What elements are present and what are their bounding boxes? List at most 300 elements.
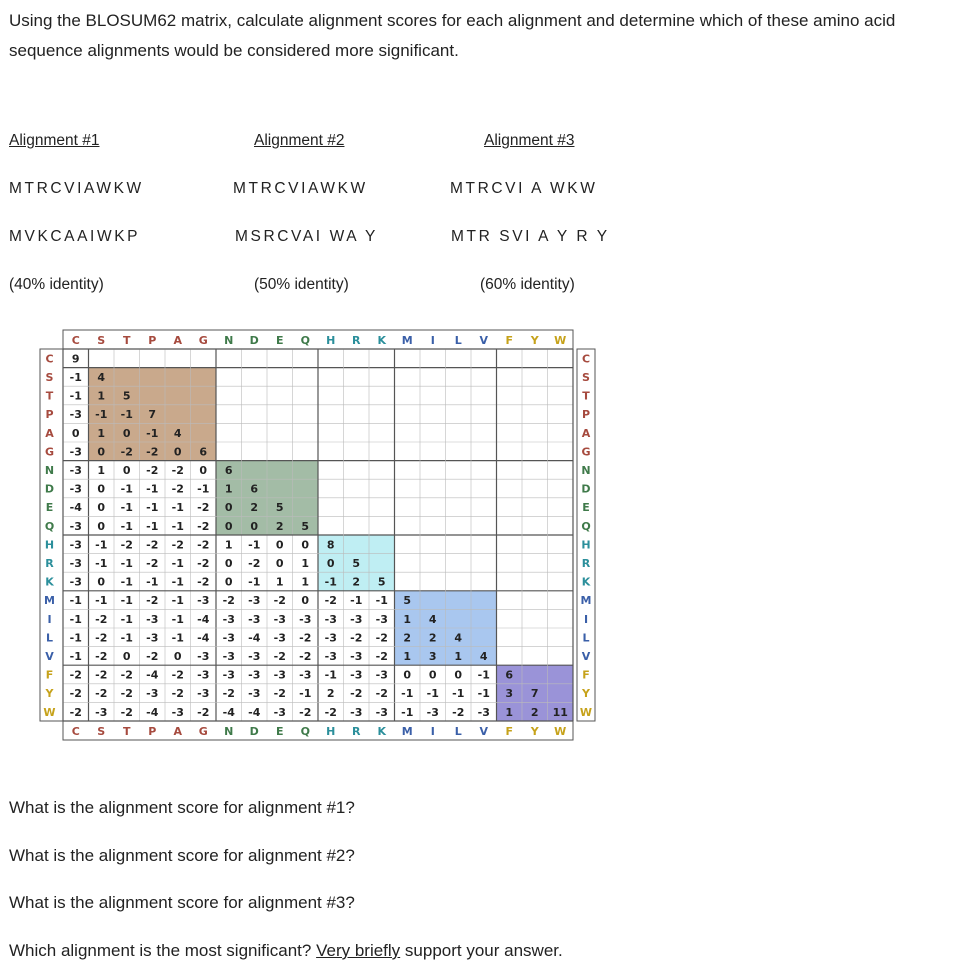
matrix-cell: -2 xyxy=(324,705,337,719)
matrix-bottom-frame xyxy=(63,721,573,740)
matrix-cell: 0 xyxy=(301,594,310,608)
matrix-cell: -1 xyxy=(120,408,133,422)
alignment-1-seq1: MTRCVIAWKW xyxy=(9,180,144,197)
matrix-cell: -3 xyxy=(273,612,286,626)
matrix-cell: -3 xyxy=(299,668,312,682)
matrix-cell: -3 xyxy=(69,408,82,422)
matrix-cell: 1 xyxy=(301,556,310,570)
matrix-cell: 6 xyxy=(224,463,233,477)
matrix-cell: -2 xyxy=(197,705,210,719)
matrix-cell: 3 xyxy=(428,649,437,663)
matrix-cell: 0 xyxy=(428,668,437,682)
matrix-cell: -2 xyxy=(120,538,133,552)
matrix-cell: 1 xyxy=(403,612,412,626)
matrix-cell: 0 xyxy=(71,426,80,440)
matrix-cell: -1 xyxy=(95,538,108,552)
matrix-cell: -2 xyxy=(146,556,159,570)
matrix-col-label-top: N xyxy=(224,334,234,347)
matrix-row-label-right: V xyxy=(581,649,591,663)
matrix-cell: 0 xyxy=(199,463,208,477)
matrix-col-label-top: A xyxy=(173,334,183,347)
alignment-2-seq1: MTRCVIAWKW xyxy=(233,180,368,197)
matrix-col-label-top: F xyxy=(505,334,514,347)
matrix-cell: 0 xyxy=(250,519,259,533)
matrix-col-label-top: C xyxy=(71,334,80,347)
matrix-cell: -2 xyxy=(146,445,159,459)
matrix-cell: 0 xyxy=(275,556,284,570)
alignment-2-identity: (50% identity) xyxy=(254,276,349,293)
matrix-cell: -2 xyxy=(146,649,159,663)
matrix-cell: 0 xyxy=(122,426,131,440)
matrix-cell: -1 xyxy=(477,687,490,701)
matrix-cell: 6 xyxy=(505,668,514,682)
matrix-col-label-top: L xyxy=(454,334,462,347)
matrix-cell: -1 xyxy=(248,575,261,589)
matrix-row-label-left: L xyxy=(45,631,54,645)
matrix-row-label-right: E xyxy=(582,501,590,515)
matrix-cell: -3 xyxy=(197,668,210,682)
alignment-1-identity: (40% identity) xyxy=(9,276,104,293)
matrix-col-label-bottom: F xyxy=(505,725,514,738)
matrix-cell: 5 xyxy=(377,575,386,589)
matrix-cell: 2 xyxy=(352,575,361,589)
matrix-cell: -1 xyxy=(120,556,133,570)
matrix-row-label-right: I xyxy=(583,612,589,626)
matrix-cell: -2 xyxy=(375,687,388,701)
matrix-cell: 2 xyxy=(275,519,284,533)
matrix-cell: 4 xyxy=(97,370,106,384)
matrix-cell: -1 xyxy=(146,501,159,515)
matrix-cell: -1 xyxy=(120,519,133,533)
matrix-row-label-right: H xyxy=(581,538,591,552)
matrix-row-label-left: T xyxy=(45,389,54,403)
matrix-cell: -3 xyxy=(222,631,235,645)
matrix-col-label-top: M xyxy=(401,334,413,347)
matrix-row-label-right: F xyxy=(582,668,590,682)
matrix-cell: 0 xyxy=(224,575,233,589)
question-4 xyxy=(9,941,563,961)
alignment-3-title: Alignment #3 xyxy=(484,132,575,149)
matrix-cell: -4 xyxy=(222,705,235,719)
matrix-col-label-bottom: N xyxy=(224,725,234,738)
matrix-row-label-right: T xyxy=(582,389,590,403)
matrix-cell: -3 xyxy=(222,612,235,626)
matrix-cell: 8 xyxy=(326,538,335,552)
matrix-cell: -3 xyxy=(375,612,388,626)
matrix-row-label-left: W xyxy=(43,705,56,719)
matrix-cell: 0 xyxy=(173,649,182,663)
matrix-cell: -3 xyxy=(69,445,82,459)
matrix-cell: -1 xyxy=(120,482,133,496)
matrix-cell: -1 xyxy=(171,575,184,589)
matrix-row-label-right: Q xyxy=(581,519,591,533)
matrix-cell: 1 xyxy=(275,575,284,589)
matrix-row-label-left: G xyxy=(44,445,55,459)
matrix-cell: -3 xyxy=(95,705,108,719)
matrix-row-label-left: E xyxy=(45,501,54,515)
matrix-cell: -3 xyxy=(273,631,286,645)
matrix-col-label-top: W xyxy=(554,334,567,347)
matrix-cell: 0 xyxy=(454,668,463,682)
matrix-cell: 1 xyxy=(301,575,310,589)
matrix-cell: 1 xyxy=(97,426,106,440)
matrix-cell: 6 xyxy=(250,482,259,496)
matrix-cell: 0 xyxy=(97,575,106,589)
matrix-cell: -2 xyxy=(273,649,286,663)
matrix-cell: -1 xyxy=(120,631,133,645)
matrix-cell: -1 xyxy=(69,389,82,403)
matrix-cell: -1 xyxy=(375,594,388,608)
matrix-col-label-bottom: V xyxy=(479,725,489,738)
matrix-cell: -3 xyxy=(146,687,159,701)
matrix-cell: 2 xyxy=(530,705,539,719)
question-4-tail: support your answer. xyxy=(400,941,563,960)
alignment-1-seq2: MVKCAAIWKP xyxy=(9,228,141,245)
matrix-cell: -2 xyxy=(197,575,210,589)
matrix-cell: -2 xyxy=(197,538,210,552)
matrix-cell: -1 xyxy=(324,575,337,589)
matrix-cell: 0 xyxy=(403,668,412,682)
matrix-cell: -2 xyxy=(95,668,108,682)
matrix-cell: -1 xyxy=(452,687,465,701)
matrix-cell: -4 xyxy=(197,612,210,626)
matrix-row-label-right: L xyxy=(582,631,590,645)
matrix-row-label-right: W xyxy=(579,705,593,719)
matrix-col-label-bottom: I xyxy=(430,725,435,738)
matrix-row-label-right: P xyxy=(581,408,591,422)
matrix-cell: -3 xyxy=(273,668,286,682)
matrix-right-frame xyxy=(577,349,595,721)
matrix-cell: -2 xyxy=(69,687,82,701)
matrix-cell: -1 xyxy=(146,519,159,533)
matrix-col-label-bottom: M xyxy=(401,725,413,738)
matrix-row-label-left: M xyxy=(44,594,55,608)
matrix-col-label-top: H xyxy=(326,334,336,347)
matrix-cell: -4 xyxy=(197,631,210,645)
matrix-cell: -3 xyxy=(324,649,337,663)
matrix-cell: -3 xyxy=(324,631,337,645)
matrix-cell: -1 xyxy=(171,556,184,570)
matrix-cell: -2 xyxy=(146,594,159,608)
matrix-cell: -1 xyxy=(299,687,312,701)
matrix-cell: -2 xyxy=(350,631,363,645)
matrix-cell: -3 xyxy=(222,668,235,682)
matrix-row-label-left: C xyxy=(45,352,54,366)
matrix-col-label-bottom: T xyxy=(122,725,131,738)
matrix-cell: -2 xyxy=(452,705,465,719)
matrix-col-label-bottom: G xyxy=(198,725,208,738)
matrix-cell: 7 xyxy=(530,687,539,701)
matrix-cell: -3 xyxy=(171,705,184,719)
matrix-cell: -1 xyxy=(146,482,159,496)
matrix-cell: 0 xyxy=(224,519,233,533)
matrix-cell: -1 xyxy=(477,668,490,682)
matrix-cell: 0 xyxy=(326,556,335,570)
matrix-cell: -1 xyxy=(171,612,184,626)
matrix-cell: -1 xyxy=(69,649,82,663)
matrix-cell: -2 xyxy=(222,594,235,608)
matrix-cell: 2 xyxy=(326,687,335,701)
matrix-cell: 0 xyxy=(275,538,284,552)
matrix-cell: -2 xyxy=(171,687,184,701)
matrix-row-label-left: H xyxy=(44,538,55,552)
matrix-cell: -3 xyxy=(299,612,312,626)
matrix-cell: 0 xyxy=(224,556,233,570)
matrix-cell: -2 xyxy=(171,538,184,552)
matrix-cell: -1 xyxy=(350,594,363,608)
matrix-cell: -4 xyxy=(248,631,261,645)
matrix-row-label-right: K xyxy=(581,575,591,589)
matrix-cell: -3 xyxy=(248,687,261,701)
matrix-cell: 0 xyxy=(122,463,131,477)
matrix-col-label-top: Q xyxy=(300,334,310,347)
matrix-cell: 0 xyxy=(97,482,106,496)
matrix-row-label-right: M xyxy=(580,594,592,608)
matrix-cell: -3 xyxy=(197,687,210,701)
matrix-cell: 3 xyxy=(505,687,514,701)
matrix-row-label-right: Y xyxy=(582,687,590,701)
matrix-cell: 2 xyxy=(428,631,437,645)
alignment-3-seq2: MTR SVI A Y R Y xyxy=(451,228,610,245)
matrix-row-label-left: D xyxy=(44,482,55,496)
matrix-cell: -2 xyxy=(299,705,312,719)
question-2: What is the alignment score for alignment #2? xyxy=(9,846,355,865)
matrix-cell: -3 xyxy=(69,482,82,496)
matrix-col-label-bottom: W xyxy=(554,725,567,738)
matrix-cell: 4 xyxy=(454,631,463,645)
matrix-col-label-bottom: H xyxy=(326,725,336,738)
matrix-cell: -2 xyxy=(95,612,108,626)
matrix-cell: -2 xyxy=(375,649,388,663)
matrix-cell: -1 xyxy=(95,594,108,608)
matrix-col-label-top: K xyxy=(377,334,387,347)
matrix-col-label-bottom: P xyxy=(148,725,157,738)
matrix-left-frame xyxy=(40,349,63,721)
matrix-row-label-left: S xyxy=(45,370,54,384)
matrix-cell: -3 xyxy=(69,538,82,552)
question-intro: Using the BLOSUM62 matrix, calculate alignment scores for each alignment and determine which of these amino acid sequence alignments would be considered more significant. xyxy=(9,11,896,60)
matrix-cell: -3 xyxy=(197,594,210,608)
matrix-row-label-left: F xyxy=(45,668,54,682)
matrix-row-label-right: A xyxy=(581,426,591,440)
matrix-cell: -2 xyxy=(69,705,82,719)
matrix-cell: -3 xyxy=(69,556,82,570)
matrix-cell: 4 xyxy=(479,649,488,663)
matrix-cell: -1 xyxy=(248,538,261,552)
matrix-cell: -2 xyxy=(273,594,286,608)
matrix-cell: -3 xyxy=(375,668,388,682)
matrix-col-label-top: D xyxy=(249,334,259,347)
matrix-cell: -1 xyxy=(171,594,184,608)
question-4-underlined: Very briefly xyxy=(316,941,401,960)
matrix-row-label-left: V xyxy=(45,649,54,663)
matrix-row-label-left: P xyxy=(45,408,54,422)
matrix-cell: -4 xyxy=(146,705,159,719)
matrix-cell: -1 xyxy=(171,631,184,645)
matrix-row-label-left: I xyxy=(47,612,52,626)
matrix-cell: -3 xyxy=(69,575,82,589)
matrix-col-label-bottom: K xyxy=(377,725,387,738)
matrix-row-label-left: Q xyxy=(44,519,55,533)
matrix-cell: 0 xyxy=(122,649,131,663)
matrix-cell: -3 xyxy=(69,519,82,533)
matrix-cell: 5 xyxy=(352,556,361,570)
matrix-cell: -2 xyxy=(171,463,184,477)
alignment-3-seq1: MTRCVI A WKW xyxy=(450,180,598,197)
matrix-col-label-top: G xyxy=(198,334,208,347)
matrix-cell: 9 xyxy=(71,352,80,366)
alignment-2-seq2: MSRCVAI WA Y xyxy=(235,228,378,245)
matrix-cell: -2 xyxy=(95,631,108,645)
matrix-cell: -1 xyxy=(146,575,159,589)
matrix-col-label-bottom: Y xyxy=(530,725,539,738)
matrix-cell: -3 xyxy=(375,705,388,719)
matrix-col-label-bottom: D xyxy=(249,725,259,738)
matrix-cell: -4 xyxy=(146,668,159,682)
matrix-row-label-left: K xyxy=(45,575,54,589)
matrix-row-label-right: R xyxy=(581,556,591,570)
matrix-cell: -1 xyxy=(120,575,133,589)
matrix-cell: -1 xyxy=(69,370,82,384)
matrix-cell: -3 xyxy=(350,705,363,719)
matrix-cell: -3 xyxy=(146,631,159,645)
matrix-cell: -2 xyxy=(299,631,312,645)
matrix-cell: 6 xyxy=(199,445,208,459)
matrix-cell: -3 xyxy=(477,705,490,719)
matrix-col-label-top: P xyxy=(148,334,157,347)
matrix-cell: -1 xyxy=(171,501,184,515)
matrix-cell: -2 xyxy=(146,538,159,552)
alignment-2-title: Alignment #2 xyxy=(254,132,345,149)
matrix-cell: -2 xyxy=(375,631,388,645)
matrix-col-label-bottom: C xyxy=(71,725,80,738)
matrix-cell: 2 xyxy=(250,501,259,515)
matrix-col-label-bottom: S xyxy=(97,725,106,738)
matrix-cell: -2 xyxy=(248,556,261,570)
matrix-col-label-top: T xyxy=(122,334,131,347)
matrix-cell: -1 xyxy=(95,408,108,422)
matrix-cell: -1 xyxy=(146,426,159,440)
matrix-cell: -2 xyxy=(120,705,133,719)
matrix-cell: -1 xyxy=(120,594,133,608)
matrix-cell: -1 xyxy=(69,594,82,608)
matrix-cell: -2 xyxy=(197,519,210,533)
matrix-col-label-top: S xyxy=(97,334,106,347)
matrix-cell: -1 xyxy=(426,687,439,701)
matrix-cell: -3 xyxy=(248,649,261,663)
matrix-cell: 1 xyxy=(403,649,412,663)
matrix-cell: 5 xyxy=(122,389,131,403)
matrix-col-label-top: E xyxy=(275,334,284,347)
matrix-col-label-bottom: R xyxy=(352,725,361,738)
matrix-col-label-bottom: E xyxy=(275,725,284,738)
matrix-col-label-bottom: A xyxy=(173,725,183,738)
matrix-cell: 0 xyxy=(173,445,182,459)
matrix-row-label-right: C xyxy=(581,352,591,366)
matrix-cell: -2 xyxy=(273,687,286,701)
matrix-cell: -3 xyxy=(350,612,363,626)
matrix-row-label-right: G xyxy=(581,445,591,459)
matrix-cell: 5 xyxy=(403,594,412,608)
matrix-cell: -3 xyxy=(146,612,159,626)
matrix-cell: -2 xyxy=(171,668,184,682)
matrix-cell: -2 xyxy=(146,463,159,477)
matrix-cell: 1 xyxy=(97,463,106,477)
matrix-cell: 4 xyxy=(428,612,437,626)
matrix-row-label-left: N xyxy=(44,463,55,477)
matrix-cell: -1 xyxy=(69,631,82,645)
matrix-cell: 5 xyxy=(301,519,310,533)
matrix-cell: 0 xyxy=(301,538,310,552)
matrix-cell: 5 xyxy=(275,501,284,515)
matrix-col-label-top: I xyxy=(430,334,435,347)
matrix-cell: -2 xyxy=(197,556,210,570)
matrix-cell: -3 xyxy=(222,649,235,663)
question-1: What is the alignment score for alignment #1? xyxy=(9,798,355,817)
matrix-cell: 0 xyxy=(97,445,106,459)
matrix-cell: -2 xyxy=(197,501,210,515)
matrix-cell: -3 xyxy=(350,649,363,663)
matrix-cell: -1 xyxy=(95,556,108,570)
matrix-row-label-right: N xyxy=(581,463,591,477)
matrix-cell: -1 xyxy=(69,612,82,626)
alignment-3-identity: (60% identity) xyxy=(480,276,575,293)
matrix-cell: -3 xyxy=(248,594,261,608)
matrix-col-label-top: Y xyxy=(530,334,539,347)
matrix-cell: 1 xyxy=(224,538,233,552)
matrix-row-label-right: D xyxy=(581,482,591,496)
matrix-cell: -3 xyxy=(273,705,286,719)
matrix-cell: -1 xyxy=(171,519,184,533)
matrix-cell: -2 xyxy=(120,668,133,682)
matrix-cell: -3 xyxy=(350,668,363,682)
matrix-cell: 4 xyxy=(173,426,182,440)
matrix-cell: -2 xyxy=(69,668,82,682)
matrix-cell: -3 xyxy=(197,649,210,663)
matrix-cell: 0 xyxy=(97,501,106,515)
matrix-top-frame xyxy=(63,330,573,349)
matrix-cell: -1 xyxy=(324,668,337,682)
matrix-cell: -2 xyxy=(120,687,133,701)
matrix-cell: -1 xyxy=(401,687,414,701)
matrix-cell: 7 xyxy=(148,408,157,422)
matrix-cell: -2 xyxy=(171,482,184,496)
matrix-row-label-left: R xyxy=(45,556,54,570)
question-4-text: Which alignment is the most significant? xyxy=(9,941,317,960)
matrix-cell: -3 xyxy=(69,463,82,477)
matrix-cell: -1 xyxy=(120,612,133,626)
matrix-cell: -1 xyxy=(120,501,133,515)
matrix-cell: 1 xyxy=(97,389,106,403)
matrix-cell: 2 xyxy=(403,631,412,645)
matrix-cell: -2 xyxy=(95,687,108,701)
matrix-cell: -3 xyxy=(248,668,261,682)
matrix-cell: 1 xyxy=(224,482,233,496)
matrix-cell: -1 xyxy=(197,482,210,496)
matrix-cell: -3 xyxy=(324,612,337,626)
matrix-cell: -1 xyxy=(401,705,414,719)
matrix-col-label-bottom: L xyxy=(454,725,462,738)
matrix-col-label-top: V xyxy=(479,334,489,347)
matrix-row-label-right: S xyxy=(582,370,590,384)
matrix-cell: -3 xyxy=(426,705,439,719)
matrix-cell: 0 xyxy=(224,501,233,515)
matrix-cell: -2 xyxy=(324,594,337,608)
matrix-cell: -4 xyxy=(69,501,82,515)
matrix-cell: -2 xyxy=(120,445,133,459)
matrix-cell: -3 xyxy=(248,612,261,626)
matrix-cell: 0 xyxy=(97,519,106,533)
